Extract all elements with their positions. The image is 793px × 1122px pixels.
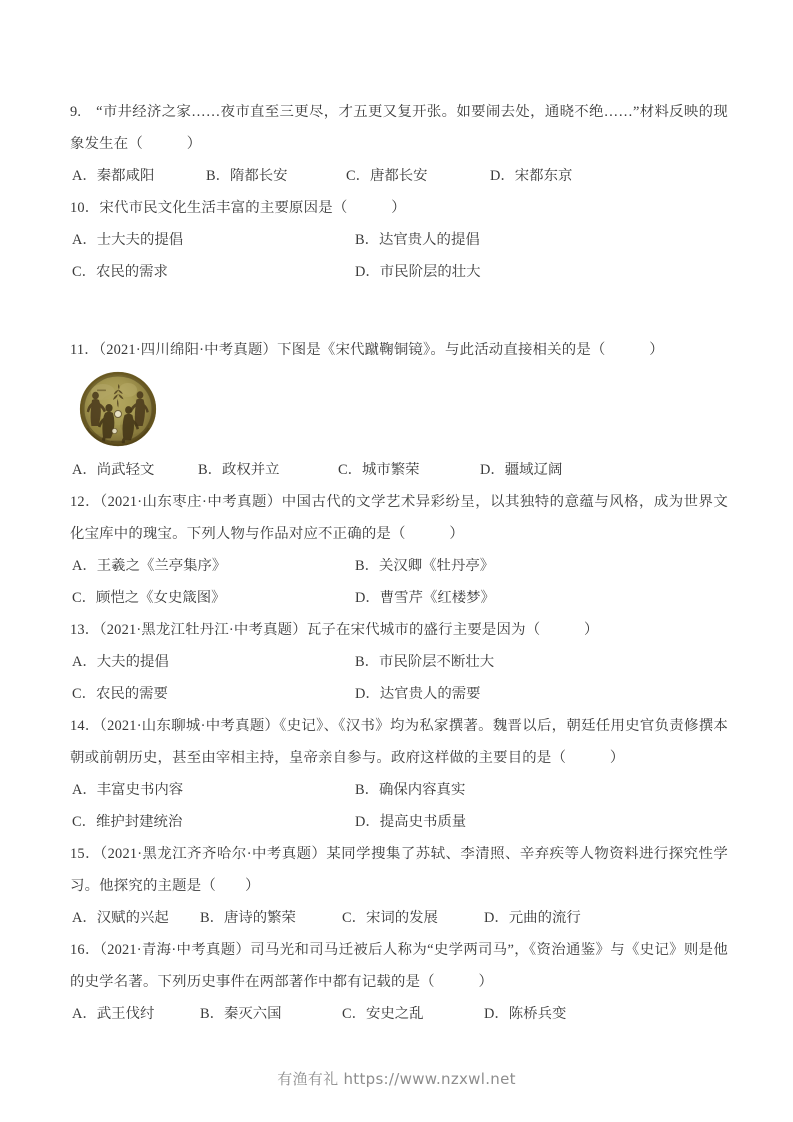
question-13 [70, 614, 728, 710]
question-15-options [70, 902, 728, 934]
question-12 [70, 486, 728, 614]
question-14-option-c[interactable]: C．维护封建统治 [72, 814, 183, 830]
question-16-options [70, 998, 728, 1030]
question-11-option-d[interactable]: D．疆域辽阔 [480, 462, 563, 478]
question-16-option-a[interactable]: A．武王伐纣 [72, 1006, 155, 1022]
question-11-figure [70, 366, 728, 454]
question-15-stem: 15．（2021·黑龙江齐齐哈尔·中考真题）某同学搜集了苏轼、李清照、辛弃疾等人物资料进行探究性学习。他探究的主题是（ ） [70, 846, 728, 894]
question-9-option-b[interactable]: B．隋都长安 [206, 168, 288, 184]
question-13-option-a[interactable]: A．大夫的提倡 [72, 654, 169, 670]
question-10-stem: 10．宋代市民文化生活丰富的主要原因是（ ） [70, 200, 406, 216]
question-16-option-c[interactable]: C．安史之乱 [342, 1006, 424, 1022]
question-9-option-a[interactable]: A．秦都咸阳 [72, 168, 155, 184]
question-10-option-c[interactable]: C．农民的需求 [72, 264, 168, 280]
question-13-option-b[interactable]: B．市民阶层不断壮大 [355, 654, 495, 670]
question-15-option-c[interactable]: C．宋词的发展 [342, 910, 438, 926]
question-10-option-b[interactable]: B．达官贵人的提倡 [355, 232, 480, 248]
cuju-bronze-mirror-image [73, 370, 163, 448]
question-16-stem: 16．（2021·青海·中考真题）司马光和司马迁被后人称为“史学两司马”，《资治通鉴》与《史记》则是他的史学名著。下列历史事件在两部著作中都有记载的是（ ） [70, 942, 728, 990]
question-12-options-row-2 [70, 582, 728, 614]
question-11-option-a[interactable]: A．尚武轻文 [72, 462, 155, 478]
question-12-option-c[interactable]: C．顾恺之《女史箴图》 [72, 590, 226, 606]
question-16-option-d[interactable]: D．陈桥兵变 [484, 1006, 567, 1022]
question-9-options [70, 160, 728, 192]
question-9-stem: 9. “市井经济之家……夜市直至三更尽，才五更又复开张。如要闹去处，通晓不绝……”材料反映的现象发生在（ ） [70, 104, 728, 152]
question-10-options-row-1 [70, 224, 728, 256]
question-13-options-row-2 [70, 678, 728, 710]
question-12-stem: 12．（2021·山东枣庄·中考真题）中国古代的文学艺术异彩纷呈，以其独特的意蕴与风格，成为世界文化宝库中的瑰宝。下列人物与作品对应不正确的是（ ） [70, 494, 728, 542]
question-12-options-row-1 [70, 550, 728, 582]
question-10-options-row-2 [70, 256, 728, 288]
question-15-option-a[interactable]: A．汉赋的兴起 [72, 910, 169, 926]
question-14 [70, 710, 728, 838]
question-16-option-b[interactable]: B．秦灭六国 [200, 1006, 282, 1022]
footer-watermark: 有渔有礼 https://www.nzxwl.net [277, 1070, 516, 1088]
question-14-option-b[interactable]: B．确保内容真实 [355, 782, 466, 798]
question-10-option-d[interactable]: D．市民阶层的壮大 [355, 264, 481, 280]
question-13-stem: 13．（2021·黑龙江牡丹江·中考真题）瓦子在宋代城市的盛行主要是因为（ ） [70, 622, 599, 638]
question-14-options-row-1 [70, 774, 728, 806]
question-9-option-c[interactable]: C．唐都长安 [346, 168, 428, 184]
question-12-option-d[interactable]: D．曹雪芹《红楼梦》 [355, 590, 495, 606]
question-11-option-b[interactable]: B．政权并立 [198, 462, 280, 478]
question-16 [70, 934, 728, 1030]
question-15 [70, 838, 728, 934]
question-15-option-d[interactable]: D．元曲的流行 [484, 910, 581, 926]
section-spacer [70, 288, 728, 334]
question-9-option-d[interactable]: D．宋都东京 [490, 168, 573, 184]
question-list [70, 96, 728, 1030]
question-13-option-d[interactable]: D．达官贵人的需要 [355, 686, 481, 702]
question-12-option-b[interactable]: B．关汉卿《牡丹亭》 [355, 558, 495, 574]
question-11-stem: 11．（2021·四川绵阳·中考真题）下图是《宋代蹴鞠铜镜》。与此活动直接相关的是（ ） [70, 342, 664, 358]
question-11 [70, 334, 728, 486]
question-11-options [70, 454, 728, 486]
question-10 [70, 192, 728, 288]
question-12-option-a[interactable]: A．王羲之《兰亭集序》 [72, 558, 227, 574]
question-15-option-b[interactable]: B．唐诗的繁荣 [200, 910, 296, 926]
question-10-option-a[interactable]: A．士大夫的提倡 [72, 232, 184, 248]
question-11-option-c[interactable]: C．城市繁荣 [338, 462, 420, 478]
question-9 [70, 96, 728, 192]
question-14-option-a[interactable]: A．丰富史书内容 [72, 782, 184, 798]
question-13-option-c[interactable]: C．农民的需要 [72, 686, 168, 702]
question-13-options-row-1 [70, 646, 728, 678]
question-14-option-d[interactable]: D．提高史书质量 [355, 814, 467, 830]
question-14-options-row-2 [70, 806, 728, 838]
question-14-stem: 14．（2021·山东聊城·中考真题）《史记》、《汉书》均为私家撰著。魏晋以后，朝廷任用史官负责修撰本朝或前朝历史，甚至由宰相主持，皇帝亲自参与。政府这样做的主要目的是（ ） [70, 718, 728, 766]
